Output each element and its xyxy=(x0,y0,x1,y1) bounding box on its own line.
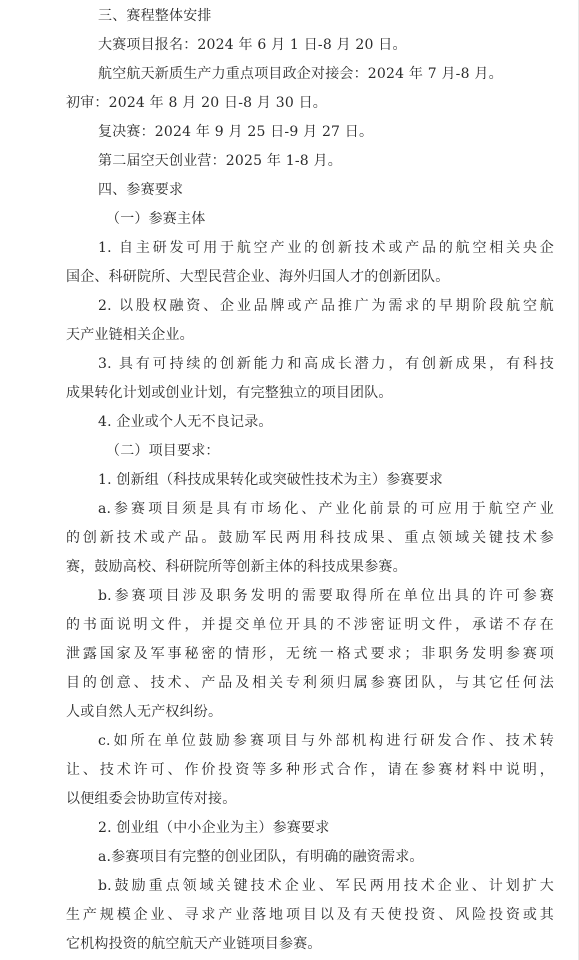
paragraph-line: 生产规模企业、寻求产业落地项目以及有天使投资、风险投资或其 xyxy=(66,907,554,923)
subsection-heading: （二）项目要求： xyxy=(106,443,220,459)
paragraph-line: 2. 以股权融资、企业品牌或产品推广为需求的早期阶段航空航 xyxy=(98,298,554,314)
paragraph-line: 以便组委会协助宣传对接。 xyxy=(66,791,237,807)
paragraph-line: 2. 创业组（中小企业为主）参赛要求 xyxy=(98,820,330,836)
paragraph-line: a.参赛项目有完整的创业团队，有明确的融资需求。 xyxy=(98,849,424,865)
paragraph-line: c.如所在单位鼓励参赛项目与外部机构进行研发合作、技术转 xyxy=(98,733,554,749)
section-heading: 三、赛程整体安排 xyxy=(98,8,212,24)
paragraph-line: 4. 企业或个人无不良记录。 xyxy=(98,414,273,430)
paragraph-line: b.鼓励重点领域关键技术企业、军民两用技术企业、计划扩大 xyxy=(98,878,554,894)
paragraph-line: 1. 创新组（科技成果转化或突破性技术为主）参赛要求 xyxy=(98,472,444,488)
subsection-heading: （一）参赛主体 xyxy=(106,211,206,227)
paragraph-line: 天产业链相关企业。 xyxy=(66,327,194,343)
paragraph-line: 初审：2024 年 8 月 20 日-8 月 30 日。 xyxy=(66,95,328,111)
paragraph-line: 赛，鼓励高校、科研院所等创新主体的科技成果参赛。 xyxy=(66,559,407,575)
paragraph-line: 的书面说明文件，并提交单位开具的不涉密证明文件，承诺不存在 xyxy=(66,617,554,633)
paragraph-line: 第二届空天创业营：2025 年 1-8 月。 xyxy=(98,153,342,169)
paragraph-line: 它机构投资的航空航天产业链项目参赛。 xyxy=(66,936,322,952)
paragraph-line: 让、技术许可、作价投资等多种形式合作，请在参赛材料中说明， xyxy=(66,762,554,778)
paragraph-line: 目的创意、技术、产品及相关专利须归属参赛团队，与其它任何法 xyxy=(66,675,554,691)
paragraph-line: 成果转化计划或创业计划，有完整独立的项目团队。 xyxy=(66,385,393,401)
section-heading: 四、参赛要求 xyxy=(98,182,184,198)
paragraph-line: 人或自然人无产权纠纷。 xyxy=(66,704,223,720)
paragraph-line: b.参赛项目涉及职务发明的需要取得所在单位出具的许可参赛 xyxy=(98,588,554,604)
paragraph-line: 复决赛：2024 年 9 月 25 日-9 月 27 日。 xyxy=(98,124,374,140)
paragraph-line: 的创新技术或产品。鼓励军民两用科技成果、重点领域关键技术参 xyxy=(66,530,554,546)
paragraph-line: a.参赛项目须是具有市场化、产业化前景的可应用于航空产业 xyxy=(98,501,554,517)
paragraph-line: 泄露国家及军事秘密的情形，无统一格式要求；非职务发明参赛项 xyxy=(66,646,554,662)
paragraph-line: 大赛项目报名：2024 年 6 月 1 日-8 月 20 日。 xyxy=(98,37,407,53)
paragraph-line: 国企、科研院所、大型民营企业、海外归国人才的创新团队。 xyxy=(66,269,450,285)
paragraph-line: 3. 具有可持续的创新能力和高成长潜力，有创新成果，有科技 xyxy=(98,356,554,372)
paragraph-line: 1. 自主研发可用于航空产业的创新技术或产品的航空相关央企 xyxy=(98,240,554,256)
paragraph-line: 航空航天新质生产力重点项目政企对接会：2024 年 7 月-8 月。 xyxy=(98,66,503,82)
